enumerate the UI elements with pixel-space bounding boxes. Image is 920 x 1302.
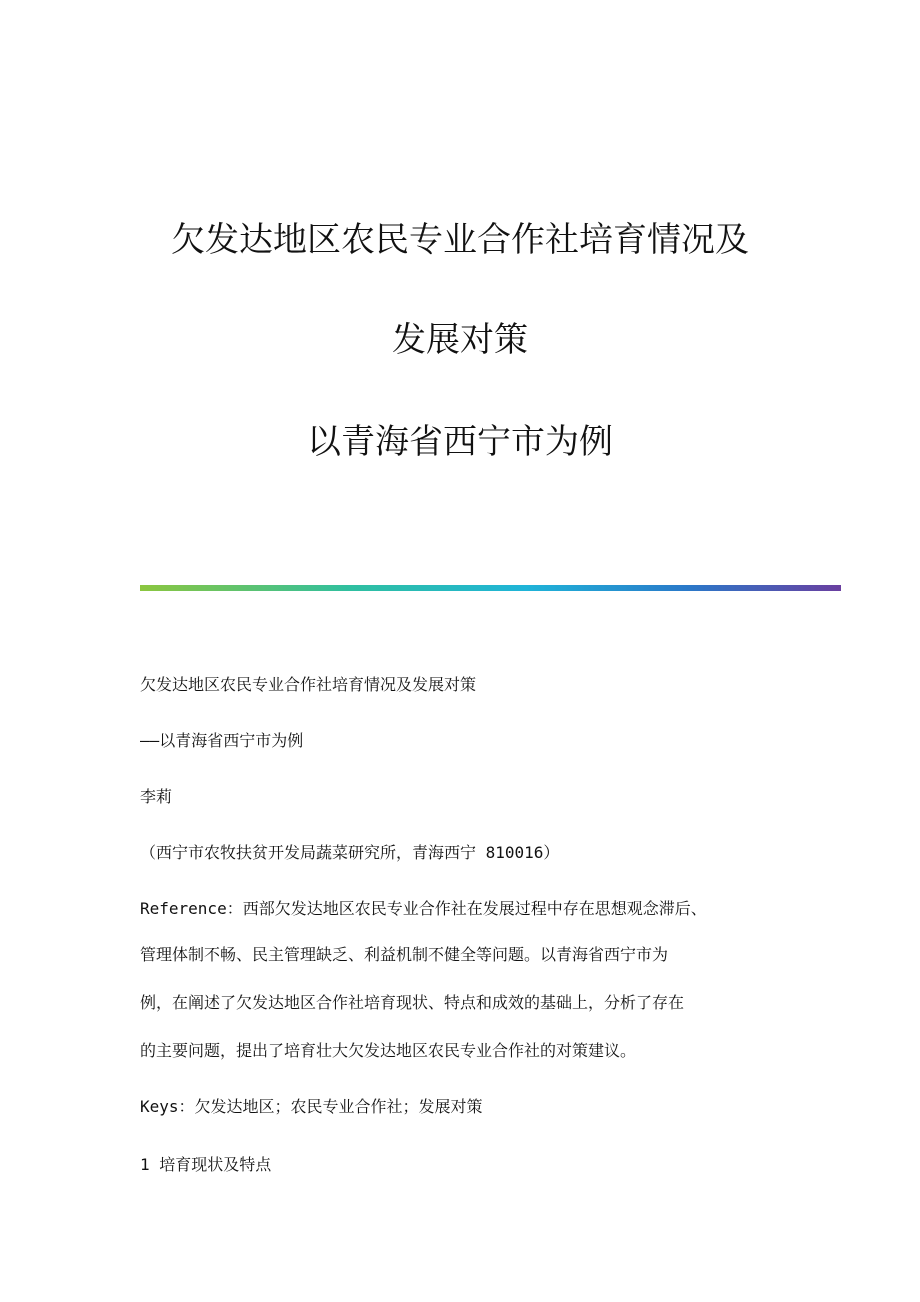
gradient-divider: [140, 585, 841, 591]
abstract-line: 例，在阐述了欠发达地区合作社培育现状、特点和成效的基础上，分析了存在: [140, 993, 685, 1012]
author-affiliation: （西宁市农牧扶贫开发局蔬菜研究所，青海西宁 810016）: [140, 843, 560, 862]
section-heading: 1 培育现状及特点: [140, 1155, 272, 1174]
keywords: Keys：欠发达地区；农民专业合作社；发展对策: [140, 1097, 483, 1116]
abstract-line: 的主要问题，提出了培育壮大欠发达地区农民专业合作社的对策建议。: [140, 1041, 637, 1060]
document-title-line-2: 发展对策: [392, 320, 528, 360]
article-subtitle: ——以青海省西宁市为例: [140, 731, 304, 750]
author-name: 李莉: [140, 787, 173, 806]
document-title-line-1: 欠发达地区农民专业合作社培育情况及: [171, 220, 749, 260]
abstract-line: 管理体制不畅、民主管理缺乏、利益机制不健全等问题。以青海省西宁市为: [140, 945, 669, 964]
article-title: 欠发达地区农民专业合作社培育情况及发展对策: [140, 675, 477, 694]
document-subtitle: 以青海省西宁市为例: [307, 422, 613, 462]
abstract-line: Reference：西部欠发达地区农民专业合作社在发展过程中存在思想观念滞后、: [140, 899, 707, 918]
